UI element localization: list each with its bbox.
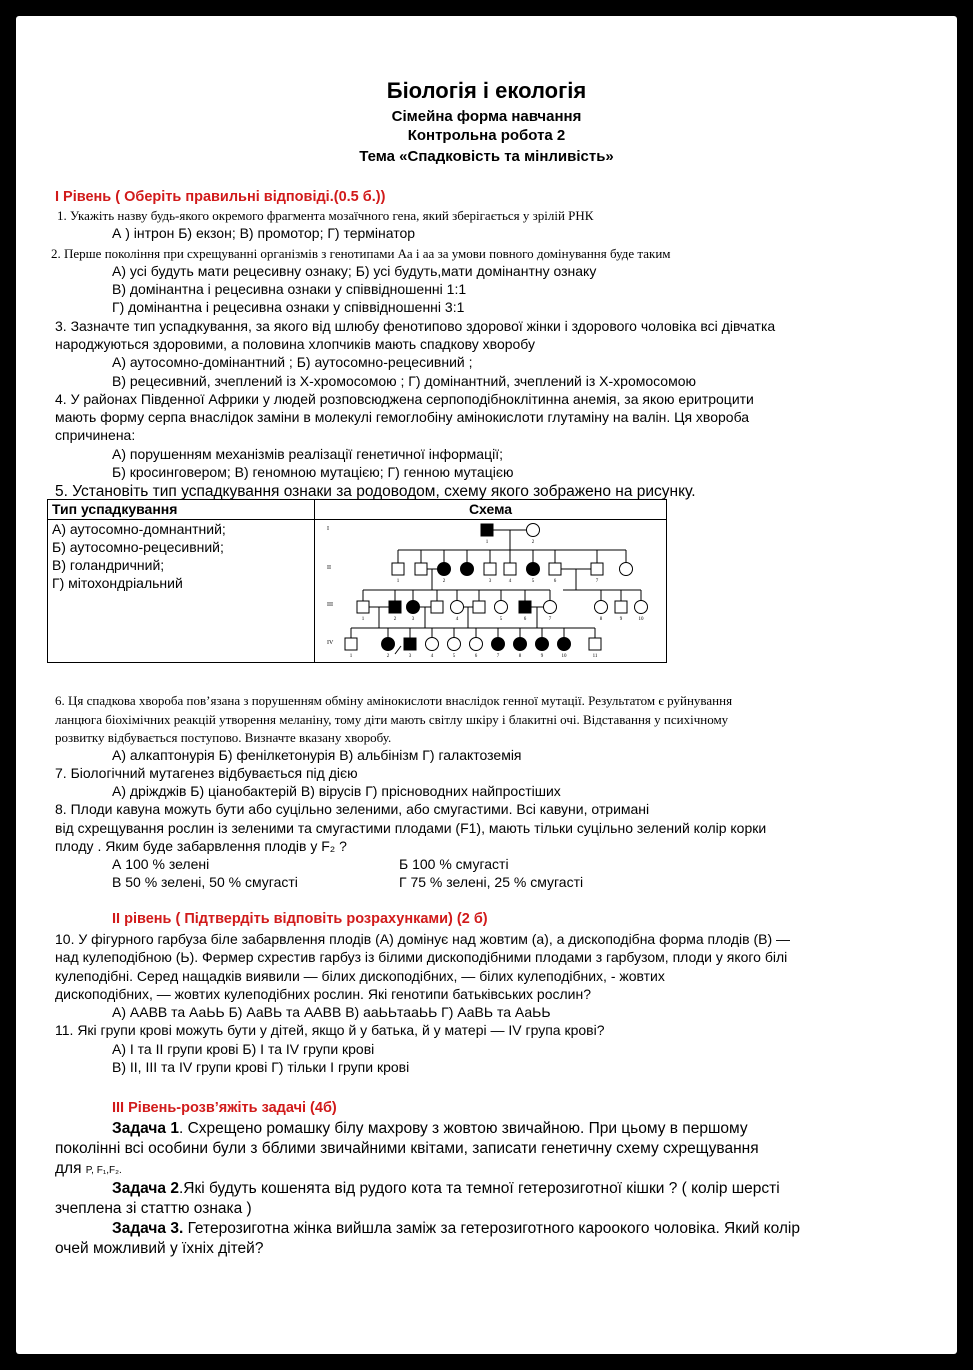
q6-line-2: ланцюга біохімічних реакцій утворення меланіну, тому діти мають світлу шкіру і блакитні очі. Відставання у психічному <box>55 712 729 727</box>
q5-type-a: А) аутосомно-домнантний; <box>52 521 226 537</box>
individual-number: 1 <box>396 579 400 584</box>
individual-number: 1 <box>349 654 353 659</box>
q8-line-3: плоду . Яким буде забарвлення плодів у F₂ ? <box>55 838 347 854</box>
page-title: Біологія і екологія <box>386 78 587 103</box>
individual-number: 7 <box>595 579 599 584</box>
individual-number: 6 <box>523 617 527 622</box>
q3-option-2: В) рецесивний, зчеплений із Х-хромосомою ; Г) домінантний, зчеплений із Х-хромосомою <box>112 373 697 389</box>
task1-text-3: для <box>55 1160 86 1177</box>
q3-line-2: народжуються здоровими, а половина хлопчиків мають спадкову хворобу <box>55 336 536 352</box>
q5-col-scheme: Схема <box>315 500 667 520</box>
q2-option-1: А) усі будуть мати рецесивну ознаку; Б) усі будуть,мати домінантну ознаку <box>112 263 597 279</box>
q11-option-2: В) ІІ, ІІІ та IV групи крові Г) тільки І групи крові <box>112 1059 410 1075</box>
female-affected-individual <box>558 638 571 651</box>
individual-number: 10 <box>638 617 644 622</box>
task1-line-1 <box>112 1119 748 1138</box>
pedigree-diagram <box>315 520 665 662</box>
female-affected-individual <box>382 638 395 651</box>
individual-number: 8 <box>599 617 603 622</box>
q10-line-3: кулеподібні. Серед нащадків виявили — білих дископодібних, — білих кулеподібних, - жовтих <box>55 968 665 984</box>
individual-number: 1 <box>361 617 365 622</box>
male-affected-individual <box>404 638 416 650</box>
pedigree-line <box>395 646 401 654</box>
individual-number: 4 <box>508 579 512 584</box>
q4-line-2: мають форму серпа внаслідок заміни в молекулі гемоглобіну амінокислоти глутаміну на валін. Ця хвороба <box>55 409 750 425</box>
female-affected-individual <box>438 563 451 576</box>
subtitle-form: Сімейна форма навчання <box>391 108 582 125</box>
subtitle-topic: Тема «Спадковість та мінливість» <box>359 148 614 165</box>
female-affected-individual <box>492 638 505 651</box>
level2-heading: ІІ рівень ( Підтвердіть відповіть розрахунками) (2 б) <box>112 911 488 927</box>
task3-text-1: Гетерозиготна жінка вийшла заміж за гетерозиготного кароокого чоловіка. Який колір <box>183 1220 800 1237</box>
pedigree-lines <box>351 530 641 654</box>
q3-line-1: 3. Зазначте тип успадкування, за якого від шлюбу фенотипово здорової жінки і здорового чоловіка всі дівчатка <box>55 318 776 334</box>
task3-line-2: очей можливий у їхніх дітей? <box>55 1240 264 1257</box>
q10-line-1: 10. У фігурного гарбуза біле забарвлення плодів (А) домінує над жовтим (а), а дископодібна форма плодів (В) — <box>55 931 791 947</box>
q5-types-cell <box>48 520 315 663</box>
female-unaffected-individual <box>451 601 464 614</box>
q6-line-1: 6. Ця спадкова хвороба пов’язана з порушенням обміну амінокислоти внаслідок генної мутації. Результатом є руйнування <box>55 693 733 708</box>
q6-options: А) алкаптонурія Б) фенілкетонурія В) альбінізм Г) галактоземія <box>112 747 522 763</box>
female-unaffected-individual <box>470 638 483 651</box>
male-unaffected-individual <box>591 563 603 575</box>
q2-option-2: В) домінантна і рецесивна ознаки у співвідношенні 1:1 <box>112 281 467 297</box>
q2-text: 2. Перше покоління при схрещуванні організмів з генотипами Аа і аа за умови повного домінування буде таким <box>51 246 671 261</box>
q5-type-c: В) голандричний; <box>52 557 165 573</box>
q7-options: А) дріжджів Б) ціанобактерій В) вірусів Г) прісноводних найпростіших <box>112 783 561 799</box>
individual-number: 5 <box>531 579 535 584</box>
individual-number: 1 <box>485 540 489 545</box>
male-unaffected-individual <box>549 563 561 575</box>
individual-number: 2 <box>393 617 397 622</box>
female-unaffected-individual <box>448 638 461 651</box>
q2-option-3: Г) домінантна і рецесивна ознаки у співвідношенні 3:1 <box>112 299 465 315</box>
male-unaffected-individual <box>392 563 404 575</box>
q5-text: 5. Установіть тип успадкування ознаки за родоводом, схему якого зображено на рисунку. <box>55 483 696 500</box>
task1-line-3 <box>55 1159 122 1180</box>
individual-number: 4 <box>430 654 434 659</box>
individual-number: 2 <box>442 579 446 584</box>
male-unaffected-individual <box>504 563 516 575</box>
q5-scheme-cell <box>315 520 667 663</box>
task2-text-1: .Які будуть кошенята від рудого кота та темної гетерозиготної кішки ? ( колір шерсті <box>178 1180 780 1197</box>
female-unaffected-individual <box>544 601 557 614</box>
individual-number: 9 <box>619 617 623 622</box>
female-unaffected-individual <box>426 638 439 651</box>
male-unaffected-individual <box>473 601 485 613</box>
q5-type-b: Б) аутосомно-рецесивний; <box>52 539 224 555</box>
female-unaffected-individual <box>595 601 608 614</box>
male-unaffected-individual <box>615 601 627 613</box>
q5-col-type: Тип успадкування <box>48 500 315 520</box>
q4-option-1: А) порушенням механізмів реалізації генетичної інформації; <box>112 446 503 462</box>
female-unaffected-individual <box>495 601 508 614</box>
male-unaffected-individual <box>589 638 601 650</box>
q8-option-b: Б 100 % смугасті <box>399 856 509 872</box>
q11-text: 11. Які групи крові можуть бути у дітей, якщо й у батька, й у матері — IV група крові? <box>55 1022 605 1038</box>
individual-number: 3 <box>488 579 492 584</box>
individual-number: 6 <box>474 654 478 659</box>
individual-number: 2 <box>531 540 535 545</box>
q10-options: А) ААВВ та АаЬЬ Б) АаВЬ та ААВВ В) ааЬЬтааЬЬ Г) АаВЬ та АаЬЬ <box>112 1004 551 1020</box>
task1-generations: P, F₁,F₂. <box>85 1165 122 1176</box>
individual-number: 7 <box>496 654 500 659</box>
gen-label-3: III <box>327 602 333 608</box>
male-unaffected-individual <box>431 601 443 613</box>
male-affected-individual <box>389 601 401 613</box>
level1-heading: І Рівень ( Оберіть правильні відповіді.(0.5 б.)) <box>55 189 386 205</box>
individual-number: 7 <box>548 617 552 622</box>
task2-line-2: зчеплена зі статтю ознака ) <box>55 1200 252 1217</box>
female-affected-individual <box>527 563 540 576</box>
q5-table <box>47 499 667 663</box>
level3-heading: ІІІ Рівень-розв’яжіть задачі (4б) <box>112 1100 337 1116</box>
q10-line-2: над кулеподібною (Ь). Фермер схрестив гарбуз із білими дископодібними плодами з гарбузом, плоди у якого білі <box>55 949 788 965</box>
individual-number: 11 <box>592 654 598 659</box>
female-unaffected-individual <box>527 524 540 537</box>
female-affected-individual <box>536 638 549 651</box>
pedigree-individuals <box>345 524 648 660</box>
q3-option-1: А) аутосомно-домінантний ; Б) аутосомно-рецесивний ; <box>112 354 473 370</box>
male-affected-individual <box>519 601 531 613</box>
q1-text: 1. Укажіть назву будь-якого окремого фрагмента мозаїчного гена, який зберігається у зрілій РНК <box>57 208 594 223</box>
gen-label-2: II <box>327 565 331 571</box>
gen-label-1: I <box>327 526 329 532</box>
individual-number: 6 <box>553 579 557 584</box>
task3-label: Задача 3. <box>112 1220 184 1237</box>
female-unaffected-individual <box>635 601 648 614</box>
male-unaffected-individual <box>484 563 496 575</box>
female-unaffected-individual <box>620 563 633 576</box>
task1-label: Задача 1 <box>112 1120 179 1137</box>
q11-option-1: А) І та ІІ групи крові Б) І та IV групи крові <box>112 1041 375 1057</box>
individual-number: 10 <box>561 654 567 659</box>
individual-number: 3 <box>411 617 415 622</box>
q6-line-3: розвитку відбувається поступово. Визначте вказану хворобу. <box>55 730 392 745</box>
male-unaffected-individual <box>357 601 369 613</box>
subtitle-work: Контрольна робота 2 <box>407 127 566 144</box>
q7-text: 7. Біологічний мутагенез відбувається під дією <box>55 765 358 781</box>
q10-line-4: дископодібних, — жовтих кулеподібних рослин. Які генотипи батьківських рослин? <box>55 986 591 1002</box>
q4-option-2: Б) кросинговером; В) геномною мутацією; Г) генною мутацією <box>112 464 514 480</box>
task1-line-2: поколінні всі особини були з бблими звичайними квітами, записати генетичну схему схрещування <box>55 1140 759 1157</box>
q5-type-d: Г) мітохондріальний <box>52 575 183 591</box>
male-unaffected-individual <box>415 563 427 575</box>
individual-number: 2 <box>386 654 390 659</box>
individual-number: 9 <box>540 654 544 659</box>
q8-line-1: 8. Плоди кавуна можуть бути або суцільно зеленими, або смугастими. Всі кавуни, отримані <box>55 801 650 817</box>
q4-line-1: 4. У районах Південної Африки у людей розповсюджена серпоподібноклітинна анемія, за якою еритроцити <box>55 391 754 407</box>
individual-number: 4 <box>455 617 459 622</box>
q8-option-d: Г 75 % зелені, 25 % смугасті <box>399 874 584 890</box>
female-affected-individual <box>514 638 527 651</box>
task1-text-1: . Схрещено ромашку білу махрову з жовтою звичайною. При цьому в першому <box>178 1120 748 1137</box>
individual-number: 5 <box>452 654 456 659</box>
male-unaffected-individual <box>345 638 357 650</box>
q8-line-2: від схрещування рослин із зеленими та смугастими плодами (F1), мають тільки суцільно зелений колір корки <box>55 820 767 836</box>
female-affected-individual <box>407 601 420 614</box>
q8-option-a: А 100 % зелені <box>112 856 210 872</box>
female-affected-individual <box>461 563 474 576</box>
q4-line-3: спричинена: <box>55 427 136 443</box>
q1-options: А ) інтрон Б) екзон; В) промотор; Г) термінатор <box>112 225 416 241</box>
individual-number: 3 <box>408 654 412 659</box>
male-affected-individual <box>481 524 493 536</box>
q8-option-c: В 50 % зелені, 50 % смугасті <box>112 874 298 890</box>
task3-line-1 <box>112 1219 800 1238</box>
individual-number: 8 <box>518 654 522 659</box>
document-page <box>16 16 957 1354</box>
task2-label: Задача 2 <box>112 1180 179 1197</box>
individual-number: 5 <box>499 617 503 622</box>
gen-label-4: IV <box>327 640 334 646</box>
task2-line-1 <box>112 1179 780 1198</box>
